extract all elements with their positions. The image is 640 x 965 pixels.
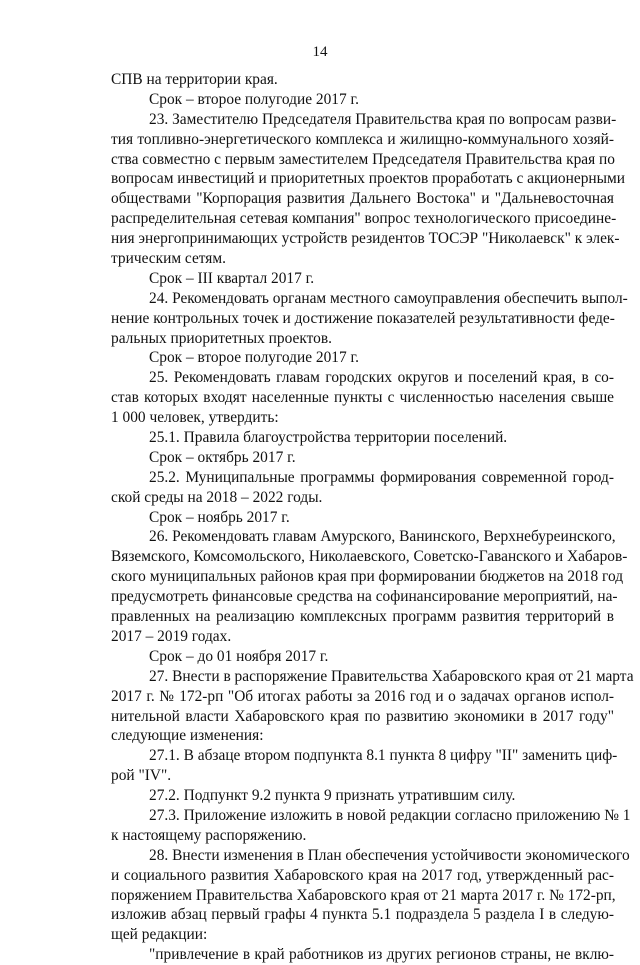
text-line: трическим сетям. [111, 250, 226, 268]
text-line: обществами "Корпорация развития Дальнего Востока" и "Дальневосточная [111, 190, 614, 208]
text-line: ской среды на 2018 – 2022 годы. [111, 488, 323, 506]
text-line: тия топливно-энергетического комплекса и жилищно-коммунального хозяй- [111, 130, 614, 148]
text-line: 1 000 человек, утвердить: [111, 409, 279, 427]
text-line: нение контрольных точек и достижение показателей результативности феде- [111, 309, 615, 327]
text-line: 27.1. В абзаце втором подпункта 8.1 пункта 8 цифру "II" заменить циф- [149, 747, 618, 765]
text-line: 26. Рекомендовать главам Амурского, Ванинского, Верхнебуреинского, [149, 528, 616, 546]
text-line: 27. Внести в распоряжение Правительства Хабаровского края от 21 марта [149, 667, 634, 685]
text-line: 27.2. Подпункт 9.2 пункта 9 признать утратившим силу. [149, 787, 516, 805]
text-line: правленных на реализацию комплексных программ развития территорий в [111, 608, 614, 626]
text-line: 25.1. Правила благоустройства территории поселений. [149, 429, 508, 447]
text-line: и социального развития Хабаровского края на 2017 год, утвержденный рас- [111, 866, 614, 884]
text-line: распределительная сетевая компания" вопрос технологического присоедине- [111, 210, 617, 228]
text-line: Срок – второе полугодие 2017 г. [149, 349, 359, 367]
text-line: 28. Внести изменения в План обеспечения устойчивости экономического [149, 846, 630, 864]
text-line: СПВ на территории края. [111, 71, 278, 88]
text-line: Срок – октябрь 2017 г. [149, 448, 296, 466]
text-line: 2017 г. № 172-рп "Об итогах работы за 2016 год и о задачах органов испол- [111, 687, 614, 705]
page-number: 14 [312, 44, 328, 60]
text-line: поряжением Правительства Хабаровского края от 21 марта 2017 г. № 172-рп, [111, 886, 616, 904]
text-line: щей редакции: [111, 926, 208, 944]
text-line: 25. Рекомендовать главам городских округов и поселений края, в со- [149, 369, 614, 387]
text-line: 27.3. Приложение изложить в новой редакции согласно приложению № 1 [149, 806, 631, 824]
text-line: нительной власти Хабаровского края по развитию экономики в 2017 году" [111, 707, 614, 725]
text-line: к настоящему распоряжению. [111, 826, 307, 844]
text-line: став которых входят населенные пункты с численностью населения свыше [111, 389, 614, 407]
text-line: Вяземского, Комсомольского, Николаевского, Советско-Гаванского и Хабаров- [111, 548, 628, 566]
text-line: Срок – второе полугодие 2017 г. [149, 90, 359, 108]
text-line: 23. Заместителю Председателя Правительства края по вопросам разви- [149, 110, 617, 128]
text-line: Срок – до 01 ноября 2017 г. [149, 647, 329, 665]
text-line: ского муниципальных районов края при формировании бюджетов на 2018 год [111, 568, 624, 586]
text-line: предусмотреть финансовые средства на софинансирование мероприятий, на- [111, 588, 618, 606]
text-line: изложив абзац первый графы 4 пункта 5.1 подраздела 5 раздела I в следую- [111, 906, 614, 924]
text-line: 25.2. Муниципальные программы формирования современной город- [149, 468, 614, 486]
text-line: 24. Рекомендовать органам местного самоуправления обеспечить выпол- [149, 289, 628, 307]
text-line: 2017 – 2019 годах. [111, 627, 232, 645]
text-line: ральных приоритетных проектов. [111, 329, 332, 347]
text-line: Срок – ноябрь 2017 г. [149, 508, 290, 526]
text-line: следующие изменения: [111, 727, 264, 745]
text-line: Срок – III квартал 2017 г. [149, 269, 315, 287]
text-line: вопросам инвестиций и приоритетных проектов проработать с акционерными [111, 170, 625, 188]
text-line: ния энергопринимающих устройств резидентов ТОСЭР "Николаевск" к элек- [111, 230, 620, 248]
text-line: рой "IV". [111, 767, 172, 785]
text-line: "привлечение в край работников из других регионов страны, не вклю- [149, 946, 614, 964]
document-body [111, 70, 634, 965]
text-line: ства совместно с первым заместителем Председателя Правительства края по [111, 150, 615, 168]
